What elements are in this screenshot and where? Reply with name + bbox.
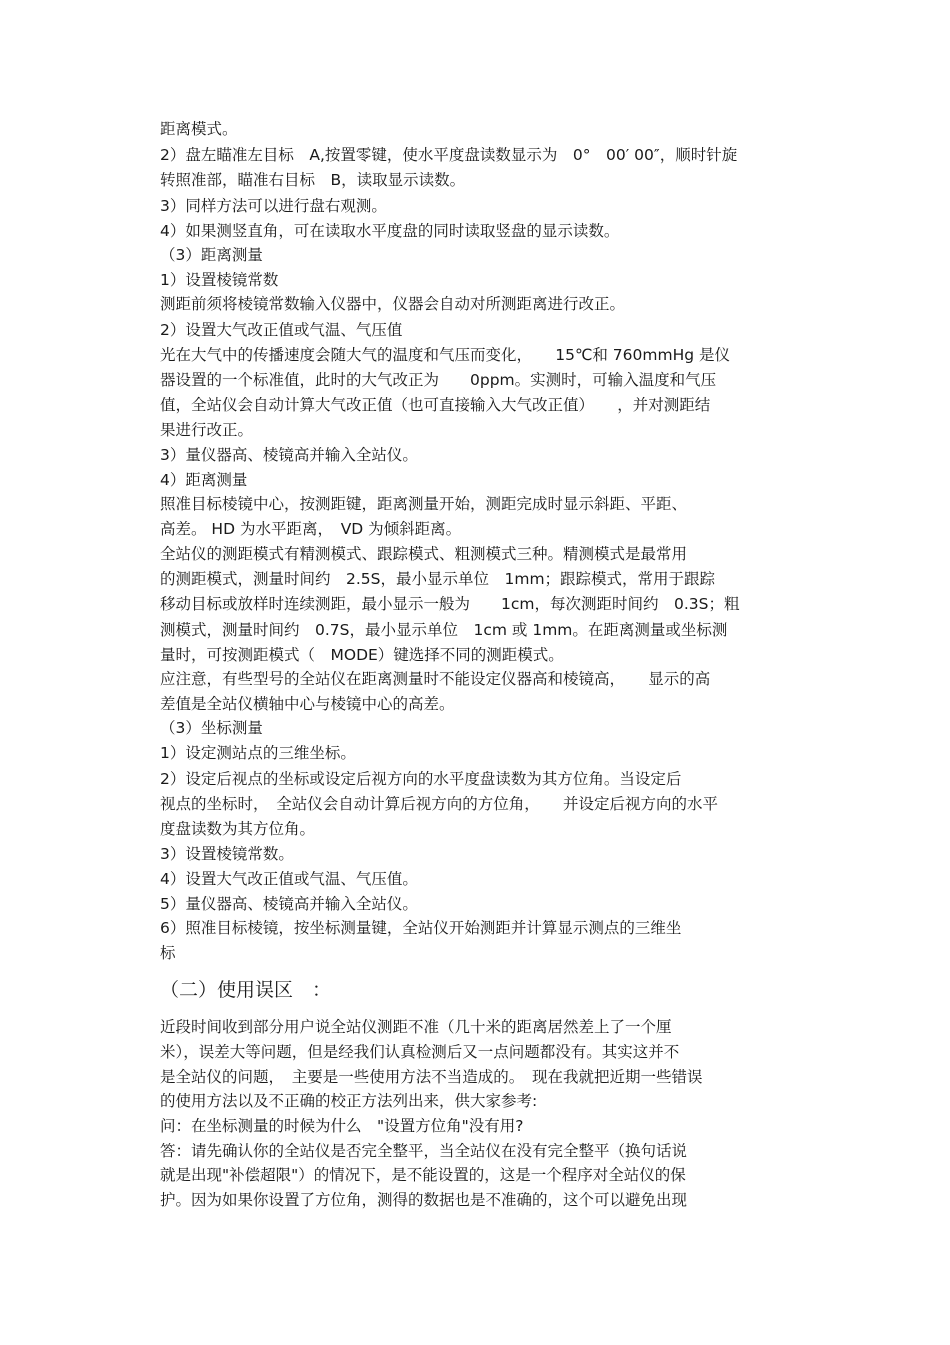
text-line: 2）设定后视点的坐标或设定后视方向的水平度盘读数为其方位角。当设定后: [160, 770, 682, 788]
text-line: 移动目标或放样时连续测距，最小显示一般为 1cm，每次测距时间约 0.3S；粗: [160, 595, 740, 613]
text-line: 视点的坐标时， 全站仪会自动计算后视方向的方位角， 并设定后视方向的水平: [160, 795, 719, 813]
text-line: 高差。 HD 为水平距离， VD 为倾斜距离。: [160, 520, 462, 538]
text-line: 光在大气中的传播速度会随大气的温度和气压而变化， 15℃和 760mmHg 是仪: [160, 346, 731, 364]
text-line: 的测距模式，测量时间约 2.5S，最小显示单位 1mm；跟踪模式，常用于跟踪: [160, 570, 716, 588]
text-line: 3）同样方法可以进行盘右观测。: [160, 197, 387, 215]
text-line: 4）如果测竖直角，可在读取水平度盘的同时读取竖盘的显示读数。: [160, 222, 620, 240]
text-line: 护。因为如果你设置了方位角，测得的数据也是不准确的，这个可以避免出现: [160, 1191, 688, 1209]
text-line: 度盘读数为其方位角。: [160, 820, 316, 838]
text-line: 米），误差大等问题，但是经我们认真检测后又一点问题都没有。其实这并不: [160, 1043, 680, 1061]
text-line: 1）设定测站点的三维坐标。: [160, 744, 356, 762]
text-line: 答：请先确认你的全站仪是否完全整平，当全站仪在没有完全整平（换句话说: [160, 1142, 688, 1160]
text-line: 就是出现"补偿超限"）的情况下，是不能设置的，这是一个程序对全站仪的保: [160, 1166, 686, 1184]
text-line: 转照准部，瞄准右目标 B，读取显示读数。: [160, 171, 466, 189]
text-line: 3）设置棱镜常数。: [160, 845, 294, 863]
text-line: 量时，可按测距模式（ MODE）键选择不同的测距模式。: [160, 646, 564, 664]
text-line: 照准目标棱镜中心，按测距键，距离测量开始，测距完成时显示斜距、平距、: [160, 495, 688, 513]
text-line: 器设置的一个标准值，此时的大气改正为 0ppm。实测时，可输入温度和气压: [160, 371, 717, 389]
text-line: 1）设置棱镜常数: [160, 271, 279, 289]
section-heading: （二）使用误区 ：: [160, 979, 332, 1001]
text-line: 差值是全站仪横轴中心与棱镜中心的高差。: [160, 695, 455, 713]
text-line: 是全站仪的问题， 主要是一些使用方法不当造成的。 现在我就把近期一些错误: [160, 1068, 703, 1086]
text-line: 全站仪的测距模式有精测模式、跟踪模式、粗测模式三种。精测模式是最常用: [160, 545, 688, 563]
text-line: 4）距离测量: [160, 471, 248, 489]
text-line: 应注意，有些型号的全站仪在距离测量时不能设定仪器高和棱镜高， 显示的高: [160, 670, 711, 688]
text-line: 2）设置大气改正值或气温、气压值: [160, 321, 403, 339]
text-line: 3）量仪器高、棱镜高并输入全站仪。: [160, 446, 418, 464]
text-line: 标: [160, 944, 176, 962]
section-heading: （3）距离测量: [160, 246, 263, 264]
text-line: 2）盘左瞄准左目标 A,按置零键，使水平度盘读数显示为 0° 00′ 00″，顺时针旋: [160, 146, 738, 164]
text-line: 测距前须将棱镜常数输入仪器中，仪器会自动对所测距离进行改正。: [160, 295, 626, 313]
text-line: 距离模式。: [160, 120, 238, 138]
text-line: 的使用方法以及不正确的校正方法列出来，供大家参考:: [160, 1092, 538, 1110]
text-line: 果进行改正。: [160, 421, 254, 439]
text-line: 近段时间收到部分用户说全站仪测距不准（几十米的距离居然差上了一个厘: [160, 1018, 672, 1036]
text-line: 5）量仪器高、棱镜高并输入全站仪。: [160, 895, 418, 913]
section-heading: （3）坐标测量: [160, 719, 263, 737]
text-line: 问：在坐标测量的时候为什么 "设置方位角"没有用?: [160, 1117, 524, 1135]
text-line: 测模式，测量时间约 0.7S，最小显示单位 1cm 或 1mm。在距离测量或坐标测: [160, 621, 728, 639]
text-line: 4）设置大气改正值或气温、气压值。: [160, 870, 418, 888]
text-line: 6）照准目标棱镜，按坐标测量键，全站仪开始测距并计算显示测点的三维坐: [160, 919, 682, 937]
text-line: 值，全站仪会自动计算大气改正值（也可直接输入大气改正值） ，并对测距结: [160, 396, 711, 414]
